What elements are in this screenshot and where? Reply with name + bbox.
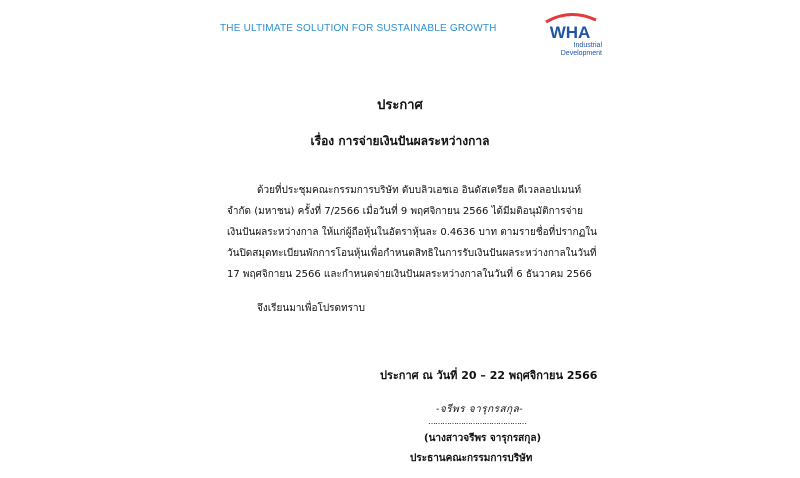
logo-wordmark: WHA bbox=[549, 23, 591, 40]
signer-name: (นางสาวจรีพร จารุกรสกุล) bbox=[424, 433, 542, 444]
wha-logo bbox=[538, 10, 608, 62]
logo-text-industrial: Industrial bbox=[573, 42, 602, 49]
logo-text-development: Development bbox=[560, 50, 602, 57]
body-line: วันปิดสมุดทะเบียนพักการโอนหุ้นเพื่อกำหนดสิทธิในการรับเงินปันผลระหว่างกาลในวันที่ bbox=[227, 248, 597, 259]
announcement-subject: เรื่อง การจ่ายเงินปันผลระหว่างกาล bbox=[310, 134, 490, 148]
handwritten-signature: -จรีพร จารุกรสกุล- bbox=[436, 404, 524, 415]
closing-line: จึงเรียนมาเพื่อโปรดทราบ bbox=[257, 303, 365, 314]
body-line: 17 พฤศจิกายน 2566 และกำหนดจ่ายเงินปันผลระหว่างกาลในวันที่ 6 ธันวาคม 2566 bbox=[227, 269, 592, 280]
logo-swoosh bbox=[546, 14, 596, 22]
signer-title: ประธานคณะกรรมการบริษัท bbox=[410, 453, 533, 464]
body-line: เงินปันผลระหว่างกาล ให้แก่ผู้ถือหุ้นในอัตราหุ้นละ 0.4636 บาท ตามรายชื่อที่ปรากฏใน bbox=[227, 227, 598, 238]
body-line: ด้วยที่ประชุมคณะกรรมการบริษัท ดับบลิวเอชเอ อินดัสเตรียล ดีเวลลอปเมนท์ bbox=[257, 185, 582, 196]
company-tagline: THE ULTIMATE SOLUTION FOR SUSTAINABLE GROWTH bbox=[220, 23, 497, 34]
wha-logo-mark bbox=[540, 10, 600, 40]
body-line: จำกัด (มหาชน) ครั้งที่ 7/2566 เมื่อวันที่ 9 พฤศจิกายน 2566 ได้มีมติอนุมัติการจ่าย bbox=[227, 206, 583, 217]
signature-dotted-line: …………………………………… bbox=[428, 417, 526, 426]
announcement-title: ประกาศ bbox=[377, 98, 423, 113]
announcement-dateline: ประกาศ ณ วันที่ 20 – 22 พฤศจิกายน 2566 bbox=[380, 369, 598, 382]
